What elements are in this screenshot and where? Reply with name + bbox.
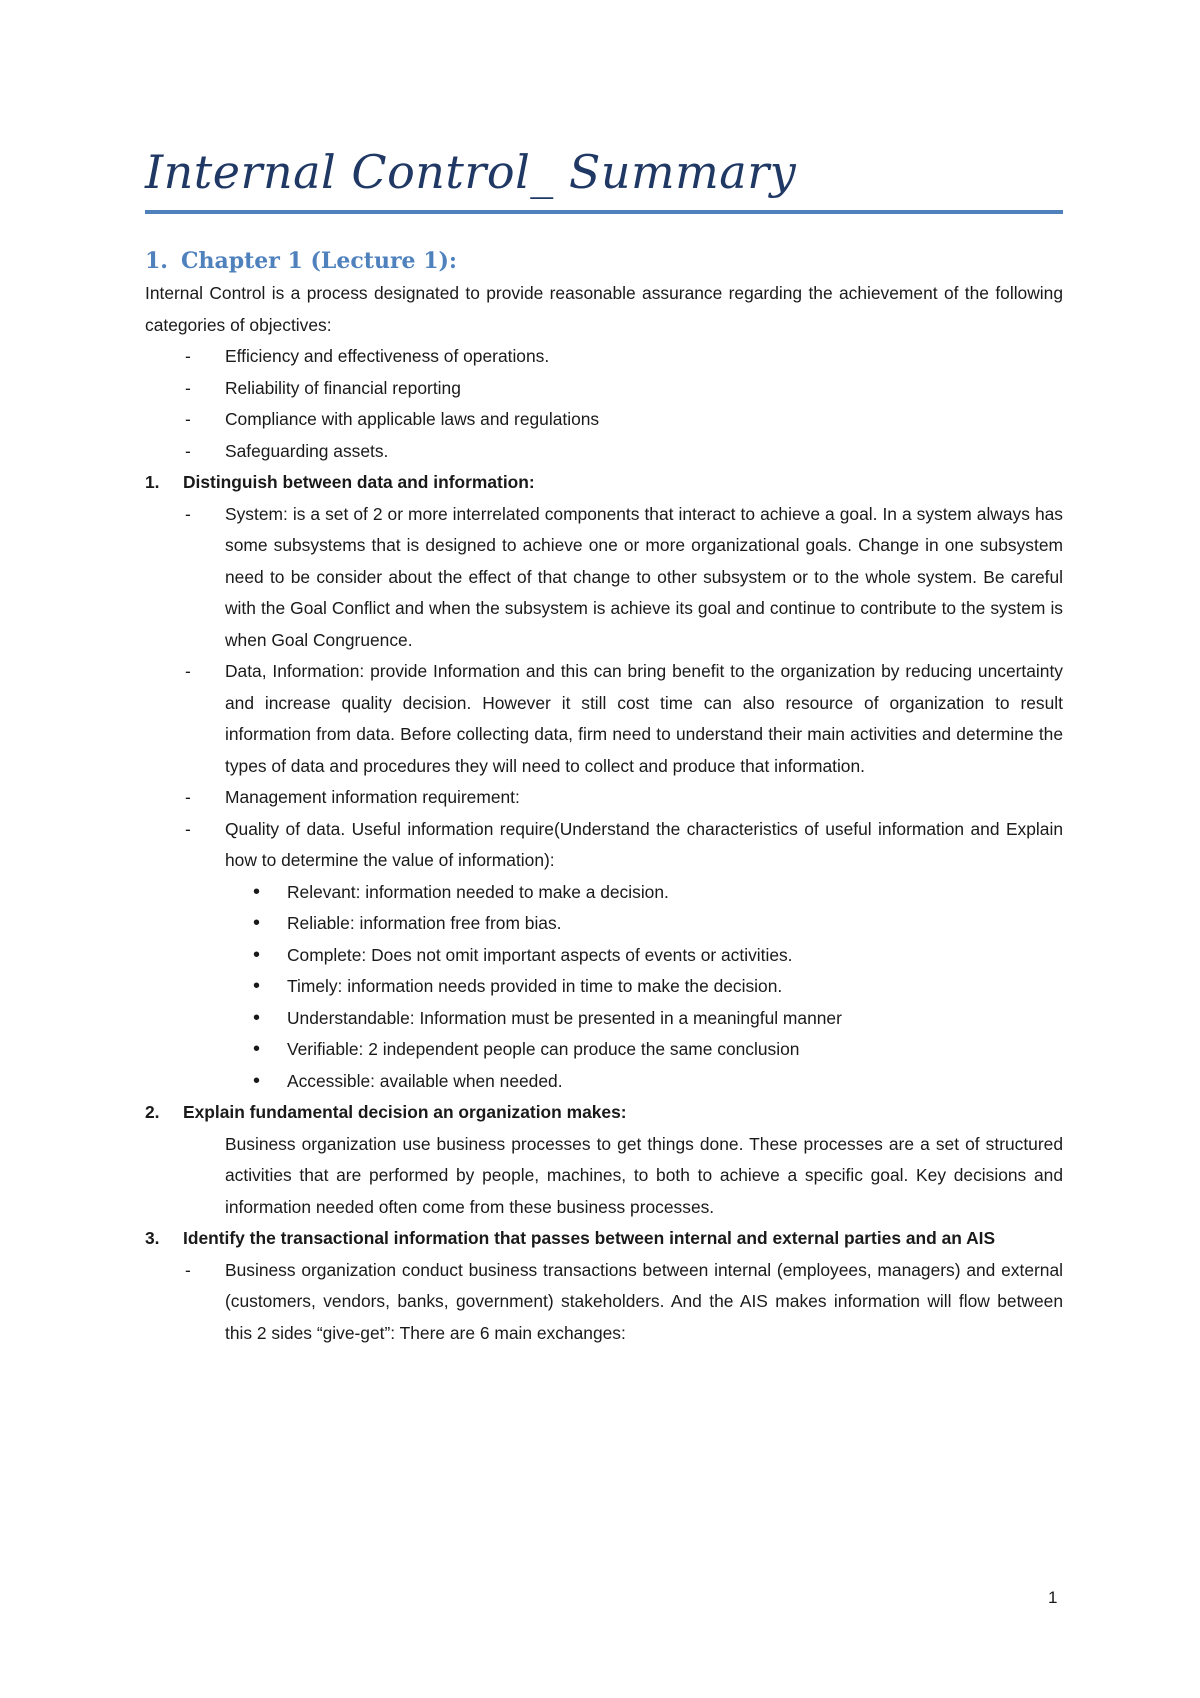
item-heading: Distinguish between data and information: bbox=[183, 472, 535, 492]
bullet-text: Verifiable: 2 independent people can produce the same conclusion bbox=[287, 1039, 800, 1059]
title-underline bbox=[145, 210, 1063, 214]
bullet-item bbox=[145, 971, 1063, 1003]
dash-marker: - bbox=[185, 346, 191, 366]
item-heading: Explain fundamental decision an organization makes: bbox=[183, 1102, 627, 1122]
list-item-text: Quality of data. Useful information require(Understand the characteristics of useful information and Explain how to determine the value of information): bbox=[225, 818, 1063, 870]
bullet-text: Complete: Does not omit important aspects of events or activities. bbox=[287, 944, 793, 965]
intro-paragraph: Internal Control is a process designated to provide reasonable assurance regarding the achievement of the following categories of objectives: bbox=[145, 283, 1063, 335]
bullet-item bbox=[145, 908, 1063, 940]
bullet-text: Understandable: Information must be presented in a meaningful manner bbox=[287, 1007, 842, 1028]
dash-marker: - bbox=[185, 440, 191, 461]
bullet-item bbox=[145, 940, 1063, 972]
list-item bbox=[145, 1255, 1063, 1350]
numbered-heading-2 bbox=[145, 1097, 1063, 1129]
item-body-paragraph: Business organization use business processes to get things done. These processes are a set of structured activities that are performed by people, machines, to both to achieve a specific goal. Key decisions and information needed often come from these business processes. bbox=[225, 1133, 1063, 1217]
page-number: 1 bbox=[1048, 1588, 1058, 1607]
list-item bbox=[145, 436, 1063, 468]
bullet-item bbox=[145, 1066, 1063, 1098]
dash-marker: - bbox=[185, 818, 191, 839]
list-item-text: Management information requirement: bbox=[225, 787, 520, 807]
list-item-text: System: is a set of 2 or more interrelated components that interact to achieve a goal. In a system always has some subsystems that is designed to achieve one or more organizational goals. Change in one subsystem need to be consider about the effect of that change to other subsystem or to the whole system. Be careful with the Goal Conflict and when the subsystem is achieve its goal and continue to contribute to the system is when Goal Congruence. bbox=[225, 503, 1063, 650]
bullet-text: Relevant: information needed to make a decision. bbox=[287, 881, 669, 902]
list-item-text: Efficiency and effectiveness of operations. bbox=[225, 346, 550, 366]
qualities-list bbox=[145, 877, 1063, 1098]
bullet-marker: • bbox=[253, 880, 261, 903]
bullet-marker: • bbox=[253, 1006, 261, 1029]
dash-marker: - bbox=[185, 503, 191, 524]
dash-marker: - bbox=[185, 409, 191, 429]
dash-marker: - bbox=[185, 1259, 191, 1280]
document-body bbox=[145, 244, 1063, 1349]
list-item bbox=[145, 404, 1063, 436]
list-item bbox=[145, 499, 1063, 657]
section-heading bbox=[145, 244, 1063, 278]
bullet-text: Reliable: information free from bias. bbox=[287, 913, 562, 933]
list-item-text: Business organization conduct business transactions between internal (employees, managers) and external (customers, vendors, banks, government) stakeholders. And the AIS makes information will flow between this 2 sides “give-get”: There are 6 main exchanges: bbox=[225, 1259, 1063, 1343]
item-number: 3. bbox=[145, 1228, 160, 1248]
item-number: 1. bbox=[145, 472, 160, 492]
list-item-text: Compliance with applicable laws and regulations bbox=[225, 409, 600, 429]
bullet-marker: • bbox=[253, 912, 261, 934]
list-item bbox=[145, 656, 1063, 782]
bullet-item bbox=[145, 1003, 1063, 1035]
dash-marker: - bbox=[185, 661, 191, 681]
list-item-text: Safeguarding assets. bbox=[225, 440, 389, 461]
dash-marker: - bbox=[185, 377, 191, 398]
list-item-text: Reliability of financial reporting bbox=[225, 377, 461, 398]
bullet-item bbox=[145, 877, 1063, 909]
bullet-text: Timely: information needs provided in time to make the decision. bbox=[287, 976, 783, 996]
item-number: 2. bbox=[145, 1102, 160, 1122]
document-title: Internal Control_ Summary bbox=[145, 145, 797, 199]
bullet-marker: • bbox=[253, 1038, 261, 1060]
section-number: 1. bbox=[145, 248, 168, 274]
bullet-marker: • bbox=[253, 943, 261, 966]
list-item-text: Data, Information: provide Information and this can bring benefit to the organization by reducing uncertainty and increase quality decision. However it still cost time can also resource of organization to result information from data. Before collecting data, firm need to understand their main activities and determine the types of data and procedures they will need to collect and produce that information. bbox=[225, 661, 1063, 776]
item-heading: Identify the transactional information that passes between internal and external parties and an AIS bbox=[183, 1228, 996, 1248]
numbered-heading-3 bbox=[145, 1223, 1063, 1255]
bullet-item bbox=[145, 1034, 1063, 1066]
objectives-list bbox=[145, 341, 1063, 467]
list-item bbox=[145, 782, 1063, 814]
numbered-heading-1 bbox=[145, 467, 1063, 499]
section-title: Chapter 1 (Lecture 1): bbox=[181, 248, 458, 274]
bullet-text: Accessible: available when needed. bbox=[287, 1070, 563, 1091]
dash-marker: - bbox=[185, 787, 191, 807]
list-item bbox=[145, 341, 1063, 373]
bullet-marker: • bbox=[253, 975, 261, 997]
list-item bbox=[145, 814, 1063, 877]
list-item bbox=[145, 373, 1063, 405]
bullet-marker: • bbox=[253, 1069, 261, 1092]
